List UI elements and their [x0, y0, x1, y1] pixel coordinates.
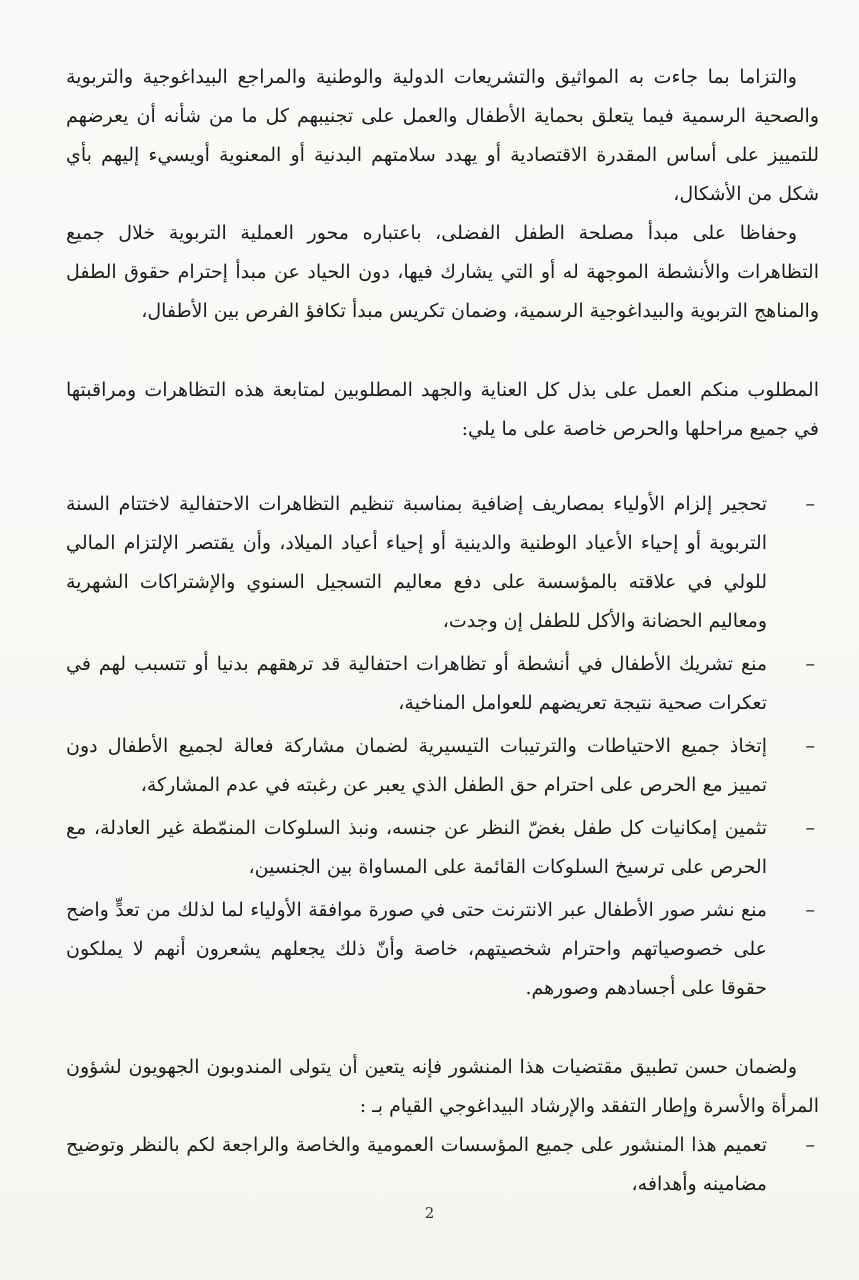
implementation-paragraph: ولضمان حسن تطبيق مقتضيات هذا المنشور فإنه يتعين أن يتولى المندوبون الجهويون لشؤون المرأة والأسرة وإطار التفقد والإرشاد البيداغوجي القيام بـ : — [66, 1056, 819, 1117]
request-paragraph: المطلوب منكم العمل على بذل كل العناية والجهد المطلوبين لمتابعة هذه التظاهرات ومراقبتها في جميع مراحلها والحرص خاصة على ما يلي: — [66, 379, 819, 440]
list-item-text: تثمين إمكانيات كل طفل بغضّ النظر عن جنسه، ونبذ السلوكات المنمّطة غير العادلة، مع الحرص على ترسيخ السلوكات القائمة على المساواة بين الجنسين، — [66, 817, 767, 878]
document-body — [66, 58, 819, 1208]
list-item — [66, 727, 819, 805]
list-item — [66, 485, 819, 641]
dash-bullet-icon: – — [805, 493, 815, 515]
list-item — [66, 645, 819, 723]
dash-bullet-icon: – — [805, 899, 815, 921]
dash-bullet-icon: – — [805, 817, 815, 839]
intro-paragraph-2: وحفاظا على مبدأ مصلحة الطفل الفضلى، باعتباره محور العملية التربوية خلال جميع التظاهرات والأنشطة الموجهة له أو التي يشارك فيها، دون الحياد عن مبدأ إحترام حقوق الطفل والمناهج التربوية والبيداغوجية الرسمية، وضمان تكريس مبدأ تكافؤ الفرص بين الأطفال، — [66, 222, 819, 322]
list-item — [66, 809, 819, 887]
list-item-text: إتخاذ جميع الاحتياطات والترتيبات التيسيرية لضمان مشاركة فعالة لجميع الأطفال دون تمييز مع الحرص على احترام حق الطفل الذي يعبر عن رغبته في عدم المشاركة، — [66, 735, 767, 796]
dash-bullet-icon: – — [805, 735, 815, 757]
dash-bullet-icon: – — [805, 653, 815, 675]
intro-paragraph-1: والتزاما بما جاءت به المواثيق والتشريعات الدولية والوطنية والمراجع البيداغوجية والتربوية والصحية الرسمية فيما يتعلق بحماية الأطفال والعمل على تجنيبهم كل ما من شأنه أن يعرضهم للتمييز على أساس المقدرة الاقتصادية أو يهدد سلامتهم البدنية أو المعنوية أويسيء إليهم بأي شكل من الأشكال، — [66, 66, 819, 205]
list-item-text: منع تشريك الأطفال في أنشطة أو تظاهرات احتفالية قد ترهقهم بدنيا أو تتسبب لهم في تعكرات صحية نتيجة تعريضهم للعوامل المناخية، — [66, 653, 767, 714]
implementation-list — [66, 1126, 819, 1204]
paragraph-spacer — [66, 449, 819, 485]
list-item — [66, 891, 819, 1008]
list-item-text: تعميم هذا المنشور على جميع المؤسسات العمومية والخاصة والراجعة لكم بالنظر وتوضيح مضامينه وأهدافه، — [66, 1134, 767, 1195]
list-item-text: منع نشر صور الأطفال عبر الانترنت حتى في صورة موافقة الأولياء لما لذلك من تعدٍّ واضح على خصوصياتهم واحترام شخصيتهم، خاصة وأنّ ذلك يجعلهم يشعرون أنهم لا يملكون حقوقا على أجسادهم وصورهم. — [66, 899, 767, 999]
paragraph-spacer — [66, 331, 819, 371]
list-item-text: تحجير إلزام الأولياء بمصاريف إضافية بمناسبة تنظيم التظاهرات الاحتفالية لاختتام السنة التربوية أو إحياء الأعياد الوطنية والدينية أو إحياء أعياد الميلاد، وأن يقتصر الإلتزام المالي للولي في علاقته بالمؤسسة على دفع معاليم التسجيل السنوي والإشتراكات الشهرية ومعاليم الحضانة والأكل للطفل إن وجدت، — [66, 493, 767, 632]
page-number: 2 — [424, 1204, 435, 1222]
requirements-list — [66, 485, 819, 1008]
paragraph-spacer — [66, 1012, 819, 1048]
list-item — [66, 1126, 819, 1204]
dash-bullet-icon: – — [805, 1134, 815, 1156]
